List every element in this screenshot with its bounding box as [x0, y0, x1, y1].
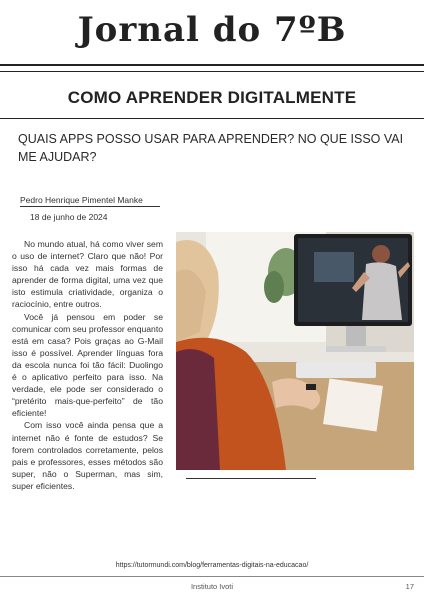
- headline-rule: [0, 118, 424, 119]
- masthead-rule-top: [0, 64, 424, 66]
- footer-rule: [0, 576, 424, 577]
- article-date: 18 de junho de 2024: [30, 212, 108, 222]
- newspaper-masthead: Jornal do 7ºB: [77, 10, 347, 50]
- footer-institution: Instituto Ivoti: [190, 582, 234, 591]
- source-link[interactable]: https://tutormundi.com/blog/ferramentas-digitais-na-educacao/: [115, 562, 309, 569]
- article-photo: [176, 232, 414, 470]
- article-body: [12, 238, 163, 492]
- article-paragraph: No mundo atual, há como viver sem o uso de internet? Claro que não! Por isso há cada vez mais formas de aprender de forma digital, uma vez que isto estimula criatividade, organiza o raciocínio, entre outros.: [12, 239, 163, 310]
- page-number: 17: [405, 582, 414, 591]
- photo-caption-rule: [186, 478, 316, 479]
- masthead-rule-bottom: [0, 71, 424, 72]
- article-headline: COMO APRENDER DIGITALMENTE: [67, 88, 357, 107]
- article-subtitle: QUAIS APPS POSSO USAR PARA APRENDER? NO QUE ISSO VAI ME AJUDAR?: [18, 132, 404, 164]
- article-paragraph: Você já pensou em poder se comunicar com seu professor enquanto está em casa? Pois graças ao G-Mail isso é possível. Aprender línguas fora da escola nunca foi tão fácil: Duolingo é o aplicativo perfeito para isso. Na verdade, ele pode ser considerado o “pretérito mais-que-perfeito” de tão eficiente!: [12, 311, 163, 419]
- article-paragraph: Com isso você ainda pensa que a internet não é fonte de estudos? Se forem controlados corretamente, pelos pais e professores, esses métodos são super, não o Superman, mas sim, super eficientes.: [12, 420, 163, 491]
- article-author: Pedro Henrique Pimentel Manke: [20, 195, 160, 207]
